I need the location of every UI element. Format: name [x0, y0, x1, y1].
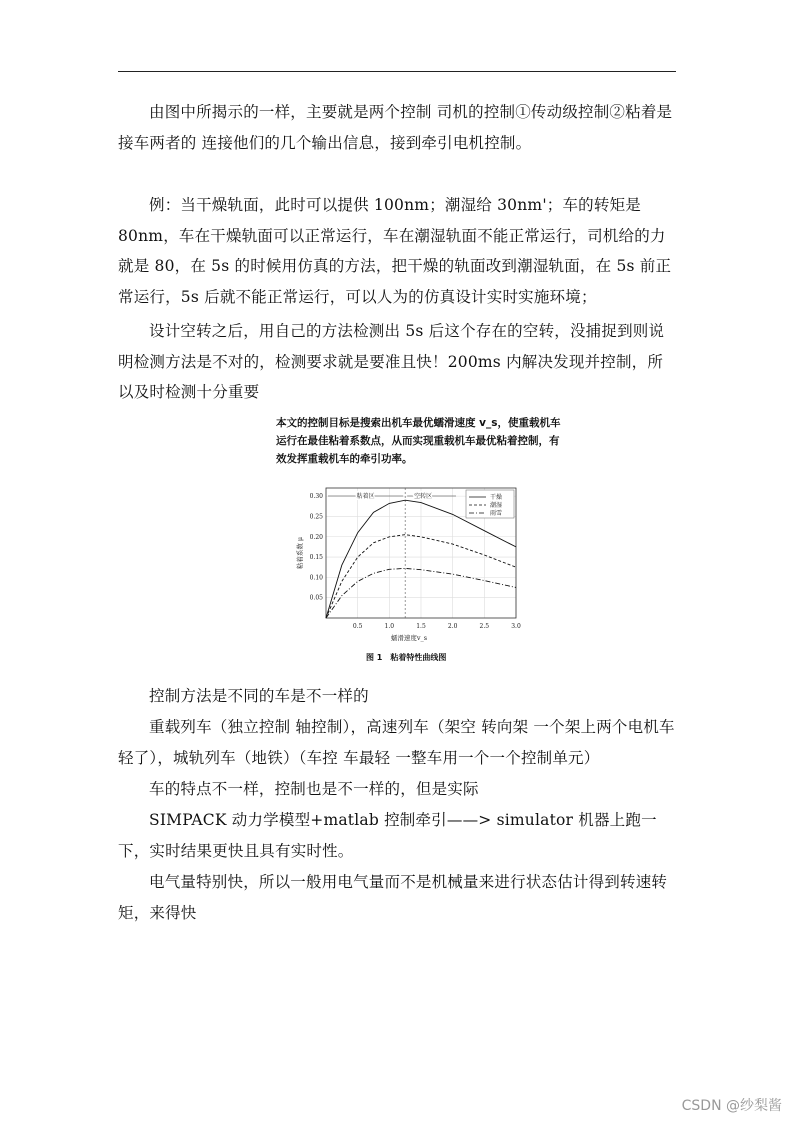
- region-label-slip: 空转区: [414, 493, 433, 500]
- paragraph-6: 车的特点不一样，控制也是不一样的，但是实际: [149, 780, 479, 798]
- figure-intro: 本文的控制目标是搜索出机车最优蠕滑速度 v_s，使重载机车运行在最佳粘着系数点，从而实现重载机车最优粘着控制，有效发挥重载机车的牵引功率。: [276, 417, 561, 465]
- legend-label: 干燥: [490, 494, 503, 501]
- x-tick-label: 2.5: [479, 623, 490, 630]
- header-rule: [118, 71, 676, 72]
- watermark: CSDN @纱梨酱: [681, 1098, 782, 1114]
- x-tick-label: 1.0: [384, 623, 395, 630]
- x-tick-label: 2.0: [447, 623, 458, 630]
- paragraph-3: 设计空转之后，用自己的方法检测出 5s 后这个存在的空转，没捕捉到则说明检测方法是不对的，检测要求就是要准且快！200ms 内解决发现并控制，所以及时检测十分重要: [118, 322, 665, 401]
- y-tick-label: 0.30: [309, 493, 323, 501]
- y-tick-label: 0.10: [309, 574, 323, 582]
- y-tick-label: 0.25: [309, 513, 323, 521]
- y-tick-label: 0.20: [309, 533, 323, 541]
- figure-caption: 图 1 粘着特性曲线图: [366, 653, 447, 662]
- legend-label: 雨雪: [490, 510, 503, 517]
- paragraph-4: 控制方法是不同的车是不一样的: [149, 687, 369, 705]
- x-tick-label: 0.5: [352, 623, 363, 630]
- paragraph-5: 重载列车（独立控制 轴控制），高速列车（架空 转向架 一个架上两个电机车轻了），城轨列车（地铁）（车控 车最轻 一整车用一个一个控制单元）: [118, 718, 675, 767]
- paragraph-7: SIMPACK 动力学模型+matlab 控制牵引——> simulator 机器上跑一下，实时结果更快且具有实时性。: [118, 811, 657, 860]
- region-label-adhesion: 粘着区: [356, 493, 375, 500]
- y-tick-label: 0.05: [309, 594, 323, 602]
- y-tick-label: 0.15: [309, 554, 323, 562]
- paragraph-8: 电气量特别快，所以一般用电气量而不是机械量来进行状态估计得到转速转矩，来得快: [118, 873, 668, 922]
- chart-svg: [292, 480, 524, 644]
- y-axis-label: 粘着系数 μ: [296, 536, 304, 570]
- legend-label: 潮湿: [490, 502, 503, 509]
- paragraph-1: 由图中所揭示的一样，主要就是两个控制 司机的控制①传动级控制②粘着是接车两者的 连接他们的几个输出信息，接到牵引电机控制。: [118, 103, 673, 152]
- paragraph-2: 例：当干燥轨面，此时可以提供 100nm；潮湿给 30nm'；车的转矩是 80nm，车在干燥轨面可以正常运行，车在潮湿轨面不能正常运行，司机给的力就是 80，在 5s 的时候用仿真的方法，把干燥的轨面改到潮湿轨面，在 5s 前正常运行，5s 后就不能正常运行，可以人为的仿真设计实时实施环境；: [118, 196, 672, 306]
- adhesion-chart: [292, 480, 524, 644]
- x-tick-label: 3.0: [511, 623, 521, 630]
- x-axis-label: 蠕滑速度v_s: [390, 634, 428, 642]
- x-tick-label: 1.5: [416, 623, 426, 630]
